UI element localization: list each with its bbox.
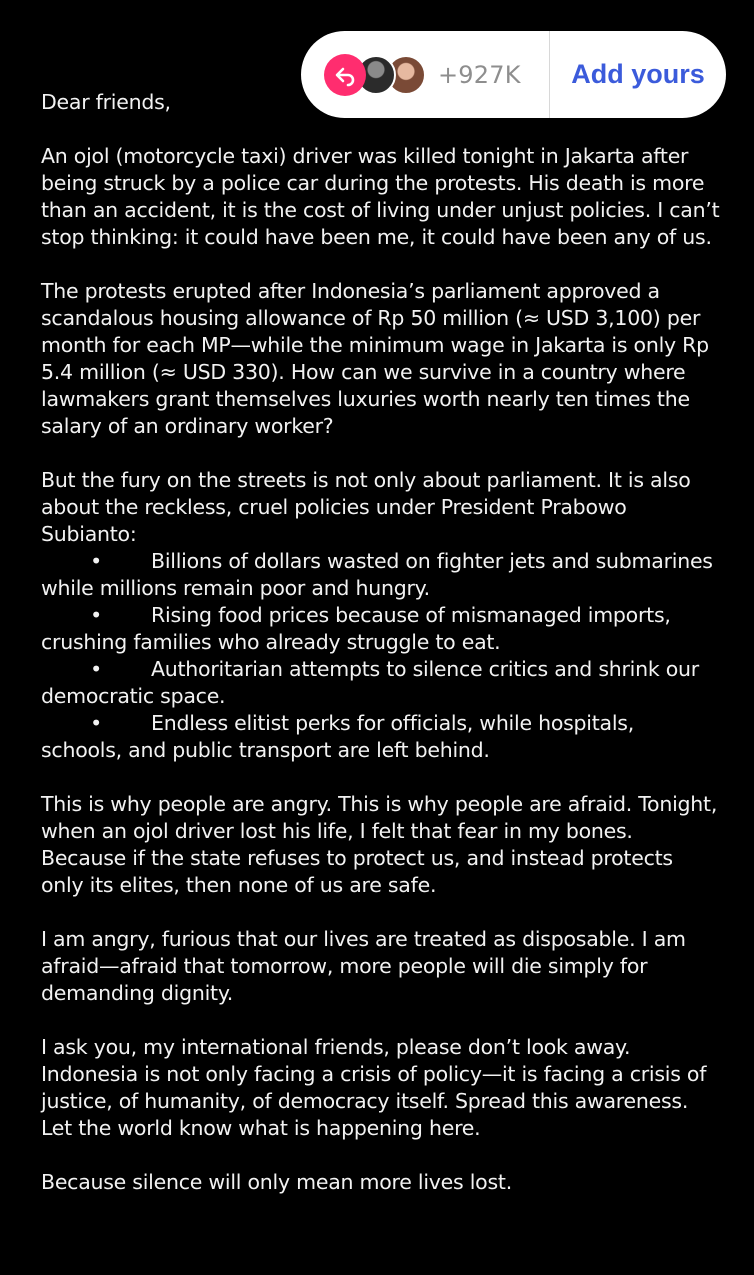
paragraph-6: I ask you, my international friends, please don’t look away. Indonesia is not only facing a crisis of policy—it is facing a crisis of justice, of humanity, of democracy itself. Spread this awareness. Let the world know what is happening here. [41, 1035, 707, 1140]
participant-count: +927K [438, 60, 521, 89]
bullet-text: Billions of dollars wasted on fighter jets and submarines while millions remain poor and hungry. [41, 549, 713, 600]
bullet-item [41, 548, 721, 602]
greeting: Dear friends, [41, 90, 171, 114]
bullet-mark: • [90, 549, 102, 573]
add-yours-button[interactable]: Add yours [571, 59, 705, 89]
paragraph-7: Because silence will only mean more lives lost. [41, 1170, 512, 1194]
paragraph-1: An ojol (motorcycle taxi) driver was killed tonight in Jakarta after being struck by a police car during the protests. His death is more than an accident, it is the cost of living under unjust policies. I can’t stop thinking: it could have been me, it could have been any of us. [41, 144, 720, 249]
paragraph-2: The protests erupted after Indonesia’s parliament approved a scandalous housing allowance of Rp 50 million (≈ USD 3,100) per month for each MP—while the minimum wage in Jakarta is only Rp 5.4 million (≈ USD 330). How can we survive in a country where lawmakers grant themselves luxuries worth nearly ten times the salary of an ordinary worker? [41, 279, 709, 438]
reply-arrow-icon [324, 54, 366, 96]
paragraph-4: This is why people are angry. This is why people are afraid. Tonight, when an ojol driver lost his life, I felt that fear in my bones. Because if the state refuses to protect us, and instead protects only its elites, then none of us are safe. [41, 792, 718, 897]
bullet-text: Endless elitist perks for officials, while hospitals, schools, and public transport are left behind. [41, 711, 634, 762]
bullet-mark: • [90, 711, 102, 735]
bullet-item [41, 602, 721, 656]
bullet-text: Authoritarian attempts to silence critics and shrink our democratic space. [41, 657, 699, 708]
paragraph-3: But the fury on the streets is not only about parliament. It is also about the reckless, cruel policies under President Prabowo Subianto: [41, 468, 691, 546]
bullet-text: Rising food prices because of mismanaged imports, crushing families who already struggle to eat. [41, 603, 671, 654]
bullet-item [41, 656, 721, 710]
paragraph-5: I am angry, furious that our lives are treated as disposable. I am afraid—afraid that tomorrow, more people will die simply for demanding dignity. [41, 927, 686, 1005]
bullet-mark: • [90, 603, 102, 627]
bullet-item [41, 710, 721, 764]
bullet-mark: • [90, 657, 102, 681]
bullet-list [41, 548, 721, 764]
letter-body [41, 89, 721, 1223]
